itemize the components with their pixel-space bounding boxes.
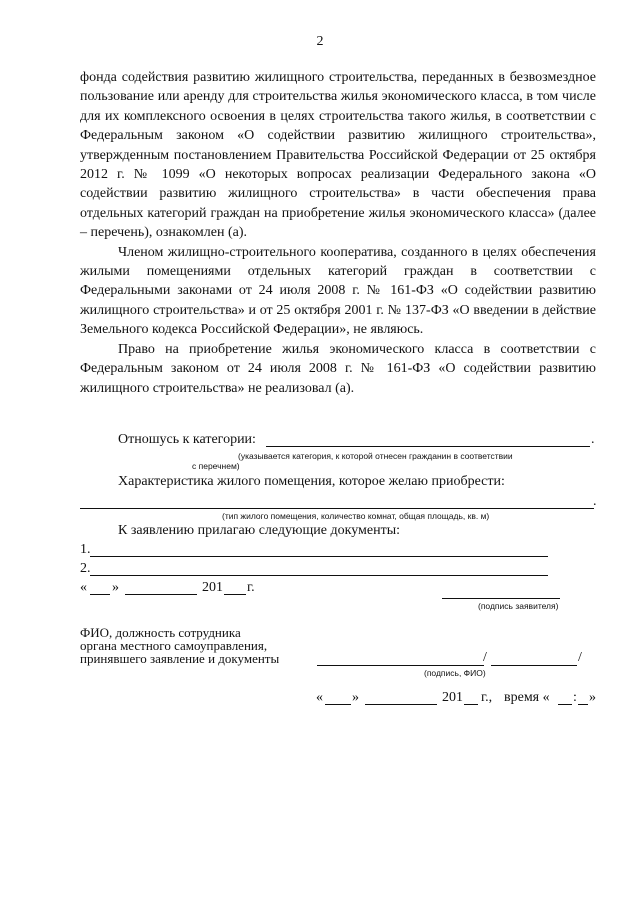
category-fill-line[interactable] [266, 446, 590, 447]
body-text [80, 68, 596, 398]
official-signature-line[interactable] [317, 665, 484, 666]
document-item-1-line[interactable] [90, 556, 548, 557]
housing-end-dot: . [593, 494, 597, 509]
applicant-year-line[interactable] [224, 594, 246, 595]
category-hint-line2: с перечнем) [192, 461, 240, 471]
receipt-year-suffix: г., [481, 690, 493, 705]
receipt-date-close-quote: » [352, 690, 359, 705]
official-signature-hint: (подпись, ФИО) [424, 668, 486, 678]
document-item-1-number: 1. [80, 542, 91, 557]
receipt-day-line[interactable] [325, 704, 351, 705]
page-number: 2 [316, 34, 324, 49]
official-slash: / [483, 650, 487, 665]
housing-label: Характеристика жилого помещения, которое желаю приобрести: [118, 474, 505, 489]
applicant-signature-line[interactable] [442, 598, 560, 599]
category-hint: (указывается категория, к которой отнесен гражданин в соответствии [238, 451, 513, 461]
official-label-line2: органа местного самоуправления, [80, 638, 268, 653]
category-label: Отношусь к категории: [118, 432, 256, 447]
applicant-month-line[interactable] [125, 594, 197, 595]
housing-fill-line[interactable] [80, 508, 594, 509]
applicant-year-suffix: г. [247, 580, 255, 595]
housing-hint: (тип жилого помещения, количество комнат, общая площадь, кв. м) [222, 511, 490, 521]
official-end-slash: / [578, 650, 582, 665]
receipt-hour-line[interactable] [558, 704, 572, 705]
receipt-minute-line[interactable] [578, 704, 588, 705]
receipt-year-line[interactable] [464, 704, 478, 705]
receipt-year-prefix: 201 [442, 690, 463, 705]
receipt-month-line[interactable] [365, 704, 437, 705]
official-name-line[interactable] [491, 665, 577, 666]
document-item-2-line[interactable] [90, 575, 548, 576]
documents-label: К заявлению прилагаю следующие документы: [118, 523, 401, 538]
applicant-signature-hint: (подпись заявителя) [478, 601, 559, 611]
receipt-date-open-quote: « [316, 690, 323, 705]
applicant-date-close-quote: » [112, 580, 119, 595]
paragraph-cooperative: Членом жилищно-строительного кооператива, созданного в целях обеспечения жилыми помещениями отдельных категорий граждан в соответствии с Федеральными законами от 24 июля 2008 г. № 161-ФЗ «О содействии развитию жилищного строительства» и от 25 октября 2001 г. № 137-ФЗ «О введении в действие Земельного кодекса Российской Федерации», не являюсь. [80, 244, 596, 338]
receipt-time-separator: : [573, 690, 577, 705]
category-end-dot: . [591, 432, 595, 447]
applicant-date-open-quote: « [80, 580, 87, 595]
receipt-time-close-quote: » [589, 690, 596, 705]
official-label-line3: принявшего заявление и документы [80, 651, 280, 666]
applicant-year-prefix: 201 [202, 580, 223, 595]
document-item-2-number: 2. [80, 561, 91, 576]
paragraph-continuation: фонда содействия развитию жилищного строительства, переданных в безвозмездное пользование или аренду для строительства жилья экономического класса, в том числе для их комплексного освоения в целях строительства такого жилья, в соответствии с Федеральным законом «О содействии развитию жилищного строительства», утвержденным постановлением Правительства Российской Федерации от 25 октября 2012 г. № 1099 «О некоторых вопросах реализации Федерального закона «О содействии развитию жилищного строительства» в части обеспечения права отдельных категорий граждан на приобретение жилья экономического класса» (далее – перечень), ознакомлен (а). [80, 70, 596, 241]
paragraph-right-not-used: Право на приобретение жилья экономического класса в соответствии с Федеральным законом от 24 июля 2008 г. № 161-ФЗ «О содействии развитию жилищного строительства» не реализовал (а). [80, 341, 596, 396]
official-label-line1: ФИО, должность сотрудника [80, 625, 241, 640]
receipt-time-label: время « [504, 690, 550, 705]
applicant-day-line[interactable] [90, 594, 110, 595]
